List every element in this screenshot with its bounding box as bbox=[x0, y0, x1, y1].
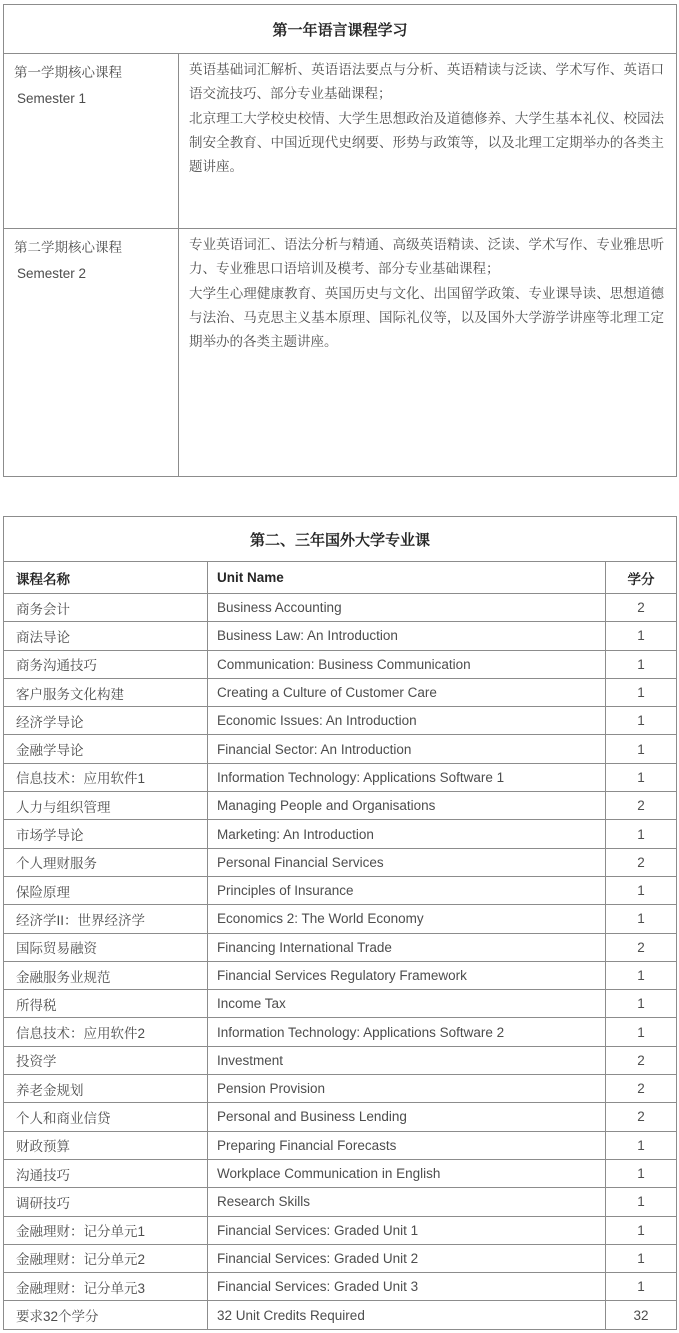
unit-name-en: Financial Services: Graded Unit 3 bbox=[208, 1273, 606, 1301]
credits-value: 1 bbox=[606, 990, 677, 1018]
course-name-zh: 客户服务文化构建 bbox=[4, 678, 208, 706]
unit-name-en: Financial Services: Graded Unit 2 bbox=[208, 1244, 606, 1272]
course-row bbox=[4, 678, 677, 706]
unit-name-en: 32 Unit Credits Required bbox=[208, 1301, 606, 1329]
unit-name-en: Pension Provision bbox=[208, 1075, 606, 1103]
unit-name-en: Creating a Culture of Customer Care bbox=[208, 678, 606, 706]
unit-name-en: Business Accounting bbox=[208, 594, 606, 622]
unit-name-en: Financial Services: Graded Unit 1 bbox=[208, 1216, 606, 1244]
course-row bbox=[4, 1075, 677, 1103]
course-row bbox=[4, 1103, 677, 1131]
credits-value: 1 bbox=[606, 622, 677, 650]
course-row bbox=[4, 820, 677, 848]
credits-value: 1 bbox=[606, 735, 677, 763]
course-row bbox=[4, 735, 677, 763]
unit-name-en: Research Skills bbox=[208, 1188, 606, 1216]
unit-name-en: Economics 2: The World Economy bbox=[208, 905, 606, 933]
unit-name-en: Preparing Financial Forecasts bbox=[208, 1131, 606, 1159]
unit-name-en: Information Technology: Applications Software 2 bbox=[208, 1018, 606, 1046]
course-name-zh: 投资学 bbox=[4, 1046, 208, 1074]
course-name-zh: 金融理财：记分单元3 bbox=[4, 1273, 208, 1301]
course-row bbox=[4, 961, 677, 989]
course-name-zh: 财政预算 bbox=[4, 1131, 208, 1159]
course-name-zh: 商务沟通技巧 bbox=[4, 650, 208, 678]
course-name-zh: 人力与组织管理 bbox=[4, 792, 208, 820]
credits-value: 1 bbox=[606, 1216, 677, 1244]
course-name-zh: 保险原理 bbox=[4, 876, 208, 904]
course-name-zh: 商务会计 bbox=[4, 594, 208, 622]
credits-value: 2 bbox=[606, 792, 677, 820]
semester1-label-cell bbox=[4, 54, 179, 229]
course-row bbox=[4, 1018, 677, 1046]
credits-value: 1 bbox=[606, 1018, 677, 1046]
course-row bbox=[4, 792, 677, 820]
course-name-zh: 信息技术：应用软件1 bbox=[4, 763, 208, 791]
course-name-zh: 金融服务业规范 bbox=[4, 961, 208, 989]
semester1-label-en: Semester 1 bbox=[17, 91, 87, 107]
first-year-language-table bbox=[3, 4, 677, 477]
semester2-row bbox=[4, 229, 677, 477]
course-row bbox=[4, 1188, 677, 1216]
column-header-course-name: 课程名称 bbox=[4, 562, 208, 594]
course-row bbox=[4, 1273, 677, 1301]
unit-name-en: Marketing: An Introduction bbox=[208, 820, 606, 848]
course-row bbox=[4, 1046, 677, 1074]
course-row bbox=[4, 594, 677, 622]
semester2-label-en: Semester 2 bbox=[17, 266, 87, 282]
course-name-zh: 金融理财：记分单元1 bbox=[4, 1216, 208, 1244]
course-name-zh: 沟通技巧 bbox=[4, 1159, 208, 1187]
semester2-label-zh: 第二学期核心课程 bbox=[14, 240, 122, 255]
semester2-label-cell bbox=[4, 229, 179, 477]
credits-value: 2 bbox=[606, 1103, 677, 1131]
credits-value: 1 bbox=[606, 650, 677, 678]
table1-title-row bbox=[4, 5, 677, 54]
column-header-credits: 学分 bbox=[606, 562, 677, 594]
course-name-zh: 金融理财：记分单元2 bbox=[4, 1244, 208, 1272]
unit-name-en: Personal and Business Lending bbox=[208, 1103, 606, 1131]
course-row bbox=[4, 1301, 677, 1329]
course-name-zh: 要求32个学分 bbox=[4, 1301, 208, 1329]
course-name-zh: 商法导论 bbox=[4, 622, 208, 650]
course-row bbox=[4, 763, 677, 791]
course-row bbox=[4, 707, 677, 735]
unit-name-en: Principles of Insurance bbox=[208, 876, 606, 904]
table2-title-row bbox=[4, 517, 677, 562]
unit-name-en: Financial Services Regulatory Framework bbox=[208, 961, 606, 989]
unit-name-en: Personal Financial Services bbox=[208, 848, 606, 876]
course-name-zh: 个人理财服务 bbox=[4, 848, 208, 876]
course-row bbox=[4, 622, 677, 650]
table2-header-row bbox=[4, 562, 677, 594]
course-row bbox=[4, 1159, 677, 1187]
credits-value: 2 bbox=[606, 1075, 677, 1103]
table1-title: 第一年语言课程学习 bbox=[4, 5, 677, 54]
unit-name-en: Communication: Business Communication bbox=[208, 650, 606, 678]
credits-value: 2 bbox=[606, 848, 677, 876]
course-name-zh: 调研技巧 bbox=[4, 1188, 208, 1216]
course-name-zh: 经济学II：世界经济学 bbox=[4, 905, 208, 933]
credits-value: 1 bbox=[606, 961, 677, 989]
credits-value: 2 bbox=[606, 594, 677, 622]
credits-value: 2 bbox=[606, 1046, 677, 1074]
column-header-unit-name: Unit Name bbox=[208, 562, 606, 594]
credits-value: 1 bbox=[606, 707, 677, 735]
course-name-zh: 国际贸易融资 bbox=[4, 933, 208, 961]
course-row bbox=[4, 905, 677, 933]
credits-value: 1 bbox=[606, 1188, 677, 1216]
table2-title: 第二、三年国外大学专业课 bbox=[4, 517, 677, 562]
unit-name-en: Information Technology: Applications Software 1 bbox=[208, 763, 606, 791]
semester1-activities-paragraph: 北京理工大学校史校情、大学生思想政治及道德修养、大学生基本礼仪、校园法制安全教育、中国近现代史纲要、形势与政策等，以及北理工定期举办的各类主题讲座。 bbox=[189, 110, 665, 175]
credits-value: 1 bbox=[606, 1273, 677, 1301]
course-row bbox=[4, 933, 677, 961]
document-page bbox=[3, 4, 676, 1330]
course-name-zh: 金融学导论 bbox=[4, 735, 208, 763]
credits-value: 1 bbox=[606, 763, 677, 791]
credits-value: 1 bbox=[606, 876, 677, 904]
course-row bbox=[4, 650, 677, 678]
course-name-zh: 信息技术：应用软件2 bbox=[4, 1018, 208, 1046]
semester2-courses-paragraph: 专业英语词汇、语法分析与精通、高级英语精读、泛读、学术写作、专业雅思听力、专业雅思口语培训及模考、部分专业基础课程； bbox=[189, 237, 665, 277]
credits-value: 2 bbox=[606, 933, 677, 961]
credits-value: 1 bbox=[606, 1244, 677, 1272]
course-name-zh: 养老金规划 bbox=[4, 1075, 208, 1103]
semester2-content-cell bbox=[179, 229, 677, 477]
unit-name-en: Business Law: An Introduction bbox=[208, 622, 606, 650]
unit-name-en: Financial Sector: An Introduction bbox=[208, 735, 606, 763]
semester1-row bbox=[4, 54, 677, 229]
course-row bbox=[4, 1131, 677, 1159]
unit-name-en: Workplace Communication in English bbox=[208, 1159, 606, 1187]
unit-name-en: Managing People and Organisations bbox=[208, 792, 606, 820]
course-row bbox=[4, 1244, 677, 1272]
semester1-label-zh: 第一学期核心课程 bbox=[14, 65, 122, 80]
credits-value: 32 bbox=[606, 1301, 677, 1329]
overseas-courses-table bbox=[3, 516, 677, 1330]
semester2-activities-paragraph: 大学生心理健康教育、英国历史与文化、出国留学政策、专业课导读、思想道德与法治、马克思主义基本原理、国际礼仪等，以及国外大学游学讲座等北理工定期举办的各类主题讲座。 bbox=[189, 285, 665, 350]
course-name-zh: 个人和商业信贷 bbox=[4, 1103, 208, 1131]
credits-value: 1 bbox=[606, 678, 677, 706]
semester1-content-cell bbox=[179, 54, 677, 229]
credits-value: 1 bbox=[606, 1131, 677, 1159]
course-row bbox=[4, 1216, 677, 1244]
course-name-zh: 市场学导论 bbox=[4, 820, 208, 848]
credits-value: 1 bbox=[606, 905, 677, 933]
course-row bbox=[4, 848, 677, 876]
course-row bbox=[4, 990, 677, 1018]
course-name-zh: 经济学导论 bbox=[4, 707, 208, 735]
credits-value: 1 bbox=[606, 1159, 677, 1187]
credits-value: 1 bbox=[606, 820, 677, 848]
unit-name-en: Financing International Trade bbox=[208, 933, 606, 961]
semester1-courses-paragraph: 英语基础词汇解析、英语语法要点与分析、英语精读与泛读、学术写作、英语口语交流技巧、部分专业基础课程； bbox=[189, 62, 665, 102]
unit-name-en: Investment bbox=[208, 1046, 606, 1074]
course-row bbox=[4, 876, 677, 904]
course-name-zh: 所得税 bbox=[4, 990, 208, 1018]
unit-name-en: Economic Issues: An Introduction bbox=[208, 707, 606, 735]
unit-name-en: Income Tax bbox=[208, 990, 606, 1018]
